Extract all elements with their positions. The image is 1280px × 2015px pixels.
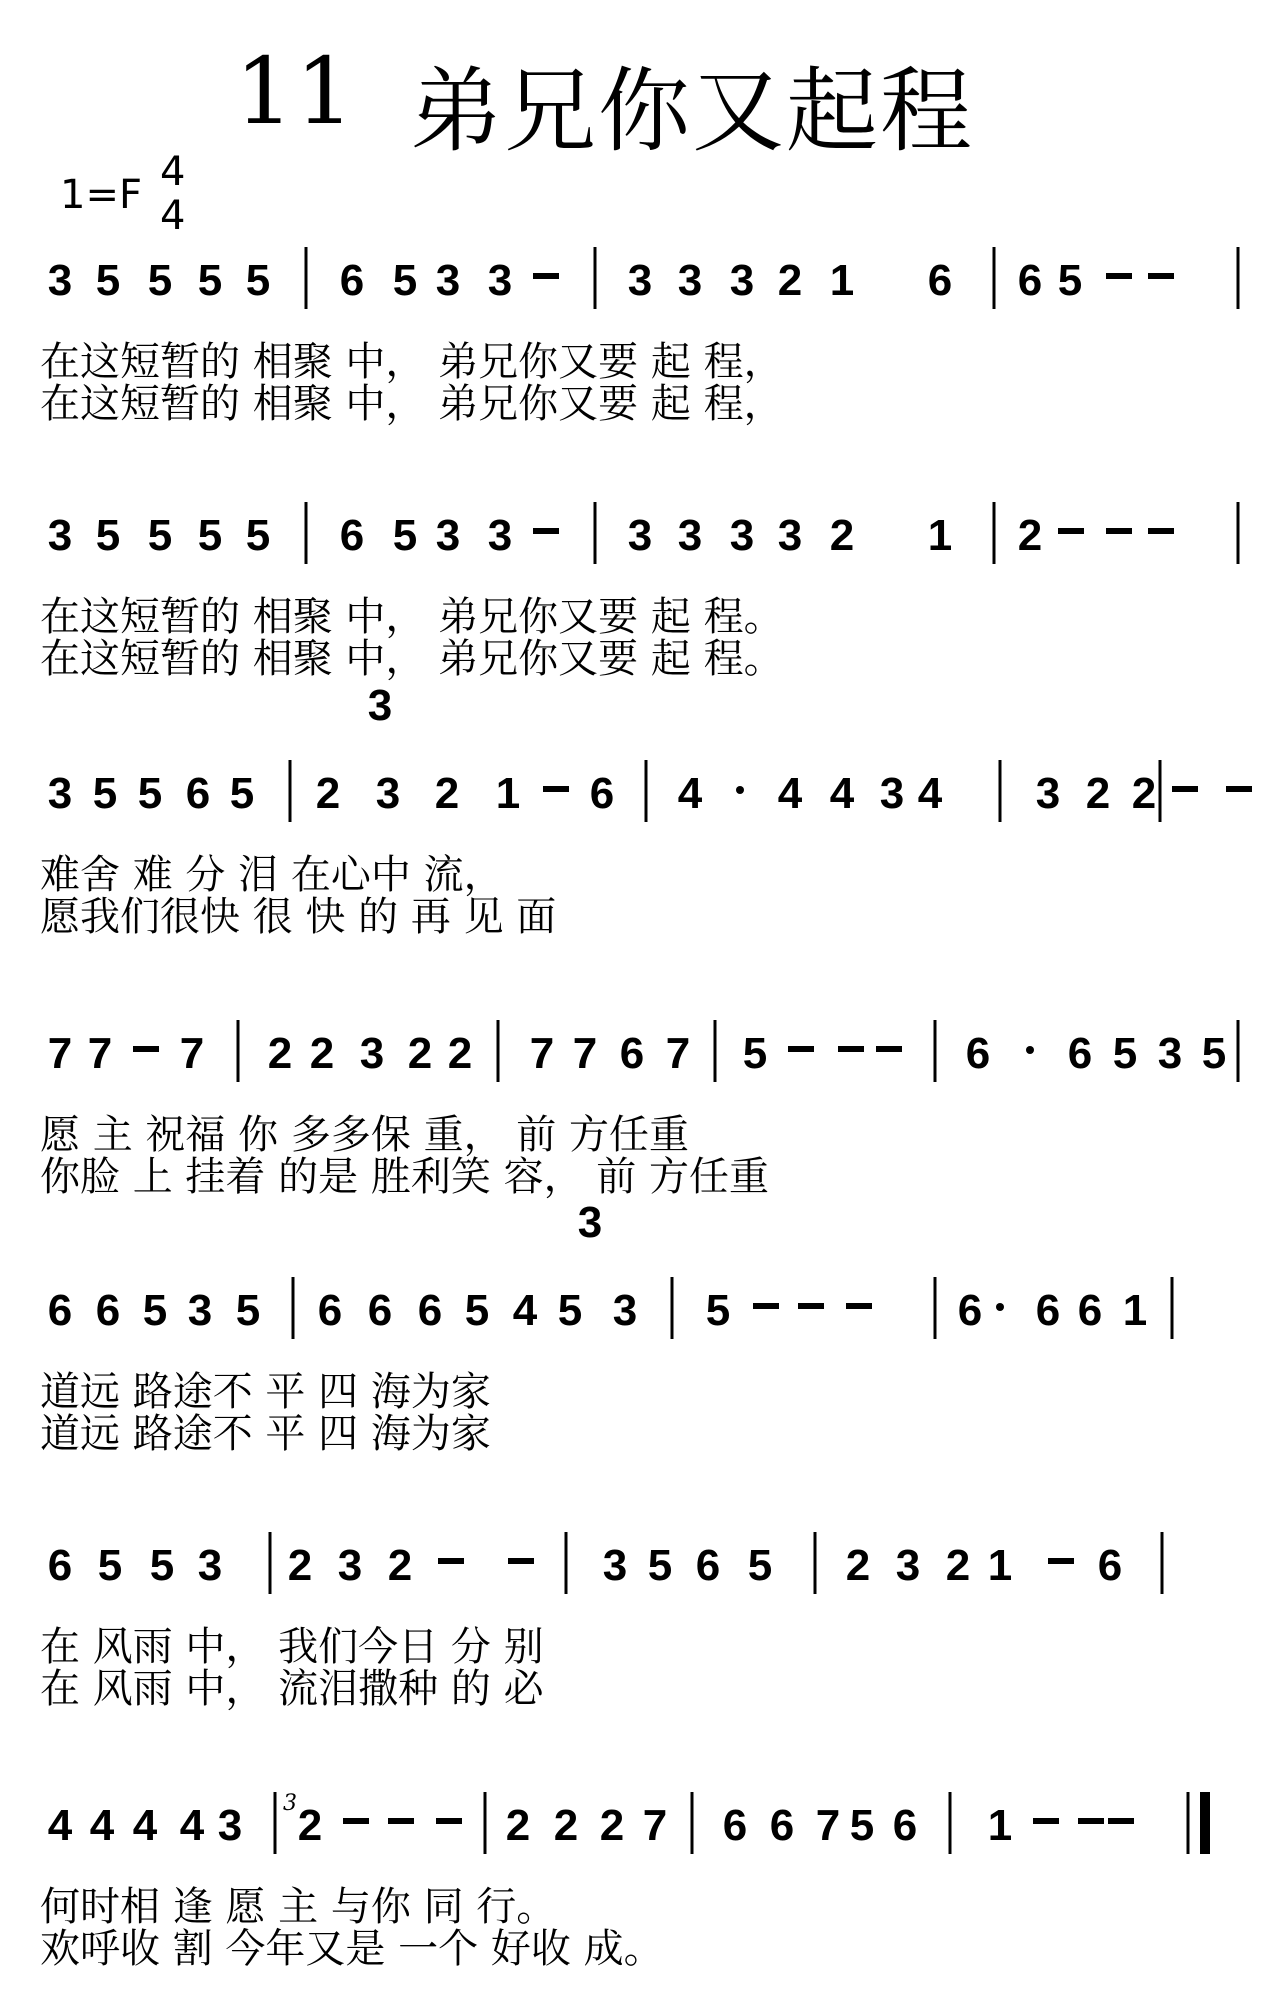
note: 3 [729, 511, 755, 560]
lyric-line: 在这短暂的 相聚 中， 弟兄你又要 起 程， [40, 381, 784, 427]
note: 5 [747, 1541, 773, 1590]
note: 5 [245, 256, 271, 305]
note: 5 [705, 1286, 731, 1335]
lyric-line: 你脸 上 挂着 的是 胜利笑 容， 前 方任重 [40, 1154, 770, 1200]
note: 4 [829, 769, 855, 818]
lyric-line: 道远 路途不 平 四 海为家 [40, 1411, 491, 1457]
note: 2 [267, 1029, 293, 1078]
note: 6 [965, 1029, 991, 1078]
note: 6 [722, 1801, 748, 1850]
note: 3 [677, 511, 703, 560]
note: 5 [392, 511, 418, 560]
note: 2 [777, 256, 803, 305]
grace-tuplet: 3 [283, 1791, 297, 1816]
dash-mark [1106, 273, 1132, 279]
lyric-line: 欢呼收 割 今年又是 一个 好收 成。 [40, 1926, 664, 1972]
dash-mark [1033, 1818, 1059, 1824]
note: 6 [367, 1286, 393, 1335]
time-signature-top: 4 [160, 149, 186, 195]
note: 6 [927, 256, 953, 305]
note: 2 [309, 1029, 335, 1078]
note: 4 [777, 769, 803, 818]
note: 5 [95, 256, 121, 305]
note: 6 [417, 1286, 443, 1335]
note: 2 [1085, 769, 1111, 818]
time-signature-bottom: 4 [160, 193, 186, 239]
note: 5 [245, 511, 271, 560]
dash-mark [876, 1046, 902, 1052]
note: 7 [179, 1029, 205, 1078]
dash-mark [1106, 528, 1132, 534]
note: 5 [137, 769, 163, 818]
note: 6 [619, 1029, 645, 1078]
note: 5 [92, 769, 118, 818]
note: 5 [95, 511, 121, 560]
note: 2 [434, 769, 460, 818]
note: 3 [487, 511, 513, 560]
note: 6 [339, 511, 365, 560]
note: 2 [315, 769, 341, 818]
note: 5 [147, 511, 173, 560]
note: 4 [89, 1801, 115, 1850]
dash-mark [343, 1818, 369, 1824]
note: 7 [815, 1801, 841, 1850]
note: 3 [375, 769, 401, 818]
key-signature: 1=F [60, 172, 142, 218]
note: 2 [845, 1541, 871, 1590]
note: 5 [849, 1801, 875, 1850]
dash-mark [838, 1046, 864, 1052]
note: 6 [47, 1541, 73, 1590]
note: 3 [612, 1286, 638, 1335]
lyric-line: 愿 主 祝福 你 多多保 重， 前 方任重 [40, 1112, 690, 1158]
note: 3 [47, 256, 73, 305]
note: 5 [149, 1541, 175, 1590]
note: 3 [359, 1029, 385, 1078]
note: 3 [895, 1541, 921, 1590]
dash-mark [533, 528, 559, 534]
note: 1 [927, 511, 953, 560]
note: 6 [892, 1801, 918, 1850]
lyric-line: 道远 路途不 平 四 海为家 [40, 1369, 491, 1415]
dash-mark [1058, 528, 1084, 534]
note: 6 [1067, 1029, 1093, 1078]
dash-mark [788, 1046, 814, 1052]
note: 3 [487, 256, 513, 305]
note: 5 [1112, 1029, 1138, 1078]
note: 6 [1077, 1286, 1103, 1335]
note: 3 [627, 256, 653, 305]
note: 5 [147, 256, 173, 305]
note: 2 [505, 1801, 531, 1850]
note: 3 [1035, 769, 1061, 818]
note: 6 [47, 1286, 73, 1335]
note: 5 [392, 256, 418, 305]
note: 5 [97, 1541, 123, 1590]
lyric-line: 愿我们很快 很 快 的 再 见 面 [40, 894, 557, 940]
note: 7 [87, 1029, 113, 1078]
note: 4 [47, 1801, 73, 1850]
lyric-line: 在 风雨 中， 流泪撒种 的 必 [40, 1666, 544, 1712]
note: 6 [95, 1286, 121, 1335]
note: 4 [512, 1286, 538, 1335]
note: 3 [627, 511, 653, 560]
dash-mark [508, 1558, 534, 1564]
note: 3 [187, 1286, 213, 1335]
note: 5 [742, 1029, 768, 1078]
note: 3 [677, 256, 703, 305]
note: 2 [287, 1541, 313, 1590]
note: 6 [1035, 1286, 1061, 1335]
note: 1 [1122, 1286, 1148, 1335]
dot-mark [736, 786, 744, 794]
note: 2 [1131, 769, 1157, 818]
note: 7 [572, 1029, 598, 1078]
note: 1 [495, 769, 521, 818]
note: 3 [729, 256, 755, 305]
dash-mark [133, 1046, 159, 1052]
lyric-line: 何时相 逢 愿 主 与你 同 行。 [40, 1884, 557, 1930]
note: 1 [987, 1801, 1013, 1850]
note: 2 [945, 1541, 971, 1590]
note: 2 [297, 1801, 323, 1850]
note: 6 [1097, 1541, 1123, 1590]
lyric-line: 在 风雨 中， 我们今日 分 别 [40, 1624, 544, 1670]
note: 3 [217, 1801, 243, 1850]
final-bar-thick [1200, 1792, 1210, 1854]
note: 3 [777, 511, 803, 560]
note: 3 [47, 511, 73, 560]
note: 5 [1057, 256, 1083, 305]
dash-mark [1108, 1818, 1134, 1824]
dash-mark [1048, 1558, 1074, 1564]
dash-mark [1226, 786, 1252, 792]
dash-mark [1172, 786, 1198, 792]
note: 2 [553, 1801, 579, 1850]
dot-mark [1026, 1046, 1034, 1054]
note: 5 [229, 769, 255, 818]
tuplet-number: 3 [577, 1198, 603, 1247]
note: 6 [957, 1286, 983, 1335]
song-name: 弟兄你又起程 [410, 58, 975, 165]
note: 5 [197, 256, 223, 305]
lyric-line: 难舍 难 分 泪 在心中 流， [40, 852, 504, 898]
note: 3 [197, 1541, 223, 1590]
note: 2 [599, 1801, 625, 1850]
lyric-line: 在这短暂的 相聚 中， 弟兄你又要 起 程。 [40, 636, 784, 682]
dash-mark [543, 786, 569, 792]
note: 5 [1201, 1029, 1227, 1078]
note: 6 [695, 1541, 721, 1590]
note: 5 [235, 1286, 261, 1335]
note: 5 [647, 1541, 673, 1590]
note: 3 [879, 769, 905, 818]
note: 2 [407, 1029, 433, 1078]
note: 7 [47, 1029, 73, 1078]
note: 5 [197, 511, 223, 560]
note: 3 [435, 256, 461, 305]
note: 1 [987, 1541, 1013, 1590]
dash-mark [753, 1303, 779, 1309]
note: 2 [387, 1541, 413, 1590]
note: 6 [589, 769, 615, 818]
note: 6 [769, 1801, 795, 1850]
dash-mark [438, 1558, 464, 1564]
note: 1 [829, 256, 855, 305]
dash-mark [436, 1818, 462, 1824]
note: 7 [665, 1029, 691, 1078]
note: 5 [557, 1286, 583, 1335]
note: 3 [337, 1541, 363, 1590]
note: 4 [179, 1801, 205, 1850]
note: 2 [1017, 511, 1043, 560]
dash-mark [533, 273, 559, 279]
dash-mark [388, 1818, 414, 1824]
note: 7 [529, 1029, 555, 1078]
dash-mark [1148, 528, 1174, 534]
dash-mark [1148, 273, 1174, 279]
note: 6 [185, 769, 211, 818]
note: 3 [1157, 1029, 1183, 1078]
note: 6 [339, 256, 365, 305]
note: 6 [317, 1286, 343, 1335]
note: 4 [677, 769, 703, 818]
note: 4 [132, 1801, 158, 1850]
dash-mark [1078, 1818, 1104, 1824]
dash-mark [798, 1303, 824, 1309]
note: 2 [447, 1029, 473, 1078]
dash-mark [846, 1303, 872, 1309]
song-number: 11 [235, 38, 357, 145]
note: 6 [1017, 256, 1043, 305]
note: 7 [642, 1801, 668, 1850]
note: 5 [142, 1286, 168, 1335]
note: 3 [47, 769, 73, 818]
note: 4 [917, 769, 943, 818]
note: 5 [464, 1286, 490, 1335]
lyric-line: 在这短暂的 相聚 中， 弟兄你又要 起 程， [40, 339, 784, 385]
lyric-line: 在这短暂的 相聚 中， 弟兄你又要 起 程。 [40, 594, 784, 640]
tuplet-number: 3 [367, 681, 393, 730]
note: 3 [435, 511, 461, 560]
note: 2 [829, 511, 855, 560]
dot-mark [996, 1303, 1004, 1311]
note: 3 [602, 1541, 628, 1590]
